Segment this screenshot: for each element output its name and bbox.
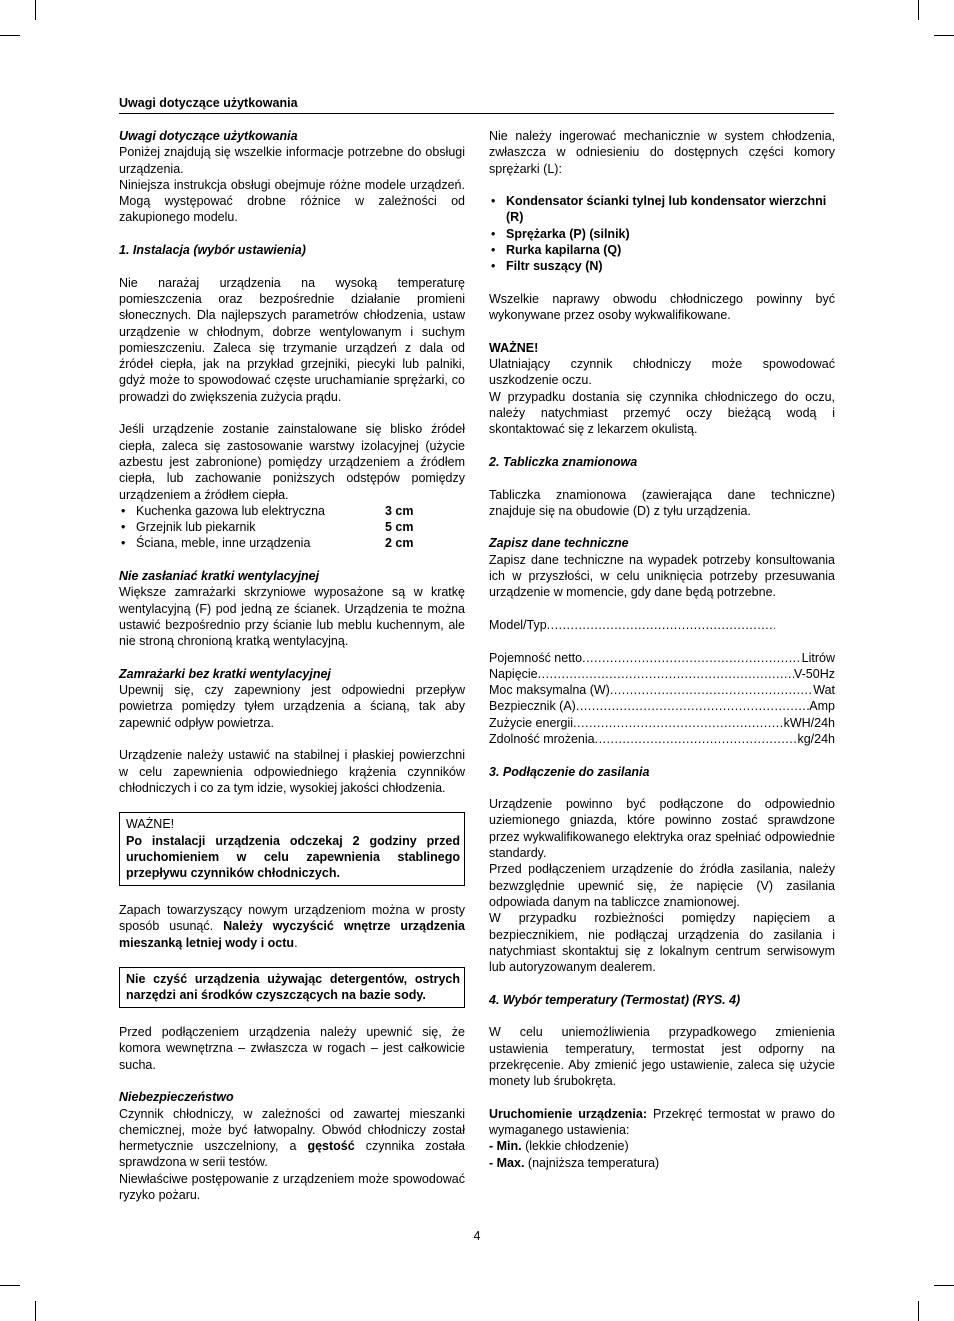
section-1-paragraph-1: Nie narażaj urządzenia na wysoką temperaturę pomieszczenia oraz bezpośrednie działanie promieni słonecznych. Dla najlepszych parametrów chłodzenia, ustaw urządzenie w chłodnym, dobrze wentylowanym i suchym pomieszczeniu. Zaleca się trzymanie urządzeń z dala od źródeł ciepła, jak na przykład grzejniki, piecyki lub palniki, gdyż może to spowodować częste uruchamianie sprężarki, co prowadzi do zwiększenia zużycia prądu. <box>119 275 465 404</box>
right-column <box>489 128 835 1171</box>
spec-field: Napięcie ..... V-50Hz <box>489 666 835 682</box>
grille-paragraph: Większe zamrażarki skrzyniowe wyposażone są w kratkę wentylacyjną (F) pod jedną ze ścianek. Urządzenia te można ustawić bezpośrednio przy ścianie lub meblu kuchennym, ale nie stroną chronioną kratką wentylacyjną. <box>119 585 465 649</box>
important-heading: WAŻNE! <box>489 340 539 355</box>
crop-mark-top-left-h <box>0 35 20 36</box>
parts-list <box>489 193 835 274</box>
spec-field: Zdolność mrożenia ..... kg/24h <box>489 731 835 747</box>
section-1-paragraph-2: Jeśli urządzenie zostanie zainstalowane się blisko źródeł ciepła, zaleca się zastosowanie warstwy izolacyjnej (użycie azbestu jest zabronione) pomiędzy urządzeniem a źródłem ciepła, lub zachowanie poniższych odstępów pomiędzy urządzeniem a źródłem ciepła. <box>119 422 465 502</box>
section-3-paragraph-3: W przypadku rozbieżności pomiędzy napięciem a bezpiecznikiem, nie podłączaj urządzenia do zasilania i natychmiast skontaktuj się z lokalnym centrum serwisowym lub autoryzowanym dealerem. <box>489 911 835 975</box>
parts-item: • Filtr suszący (N) <box>489 258 835 274</box>
crop-mark-top-right-h <box>934 35 954 36</box>
spec-field: Zużycie energii ..... kWH/24h <box>489 715 835 731</box>
startup-paragraph: Uruchomienie urządzenia: Przekręć termostat w prawo do wymaganego ustawienia: <box>489 1106 835 1138</box>
section-3-paragraph-2: Przed podłączeniem urządzenie do źródła zasilania, należy bezwzględnie upewnić się, że napięcie (V) zasilania odpowiada danym na tabliczce znamionowej. <box>489 862 835 909</box>
distance-item: • Kuchenka gazowa lub elektryczna 3 cm <box>119 503 465 519</box>
spec-field: Moc maksymalna (W) ..... Wat <box>489 682 835 698</box>
min-setting: - Min. (lekkie chłodzenie) <box>489 1139 629 1154</box>
section-4-title: 4. Wybór temperatury (Termostat) (RYS. 4) <box>489 992 741 1007</box>
important-box-heading: WAŻNE! <box>126 817 175 832</box>
section-2-paragraph: Tabliczka znamionowa (zawierająca dane techniczne) znajduje się na obudowie (D) z tyłu urządzenia. <box>489 487 835 518</box>
section-2-title: 2. Tabliczka znamionowa <box>489 454 638 469</box>
parts-item: • Sprężarka (P) (silnik) <box>489 226 835 242</box>
important-paragraph-1: Ulatniający czynnik chłodniczy może spowodować uszkodzenie oczu. <box>489 357 835 388</box>
parts-item: • Rurka kapilarna (Q) <box>489 242 835 258</box>
intro-title: Uwagi dotyczące użytkowania <box>119 129 298 143</box>
detergent-warning-box <box>119 967 465 1008</box>
section-4-paragraph: W celu uniemożliwienia przypadkowego zmienienia ustawienia temperatury, termostat jest odporny na przekręcenie. Aby zmienić jego ustawienie, zaleca się użycie monety lub śrubokręta. <box>489 1025 835 1089</box>
distance-item: • Grzejnik lub piekarnik 5 cm <box>119 519 465 535</box>
important-paragraph-2: W przypadku dostania się czynnika chłodniczego do oczu, należy natychmiast przemyć oczy bieżącą wodą i skontaktować się z lekarzem okulistą. <box>489 389 835 437</box>
crop-mark-bottom-right-h <box>934 1285 954 1286</box>
no-grille-title: Zamrażarki bez kratki wentylacyjnej <box>119 666 331 681</box>
page-header <box>119 95 834 114</box>
section-3-title: 3. Podłączenie do zasilania <box>489 764 650 779</box>
crop-mark-top-left-v <box>35 0 36 20</box>
level-paragraph: Urządzenie należy ustawić na stabilnej i płaskiej powierzchni w celu zapewnienia odpowiedniego krążenia czynników chłodniczych i co za tym idzie, wysokiej jakości chłodzenia. <box>119 748 465 795</box>
detergent-warning-text: Nie czyść urządzenia używając detergentów, ostrych narzędzi ani środków czyszczących na bazie sody. <box>126 972 460 1003</box>
left-column <box>119 128 465 1203</box>
crop-mark-bottom-left-v <box>35 1301 36 1321</box>
danger-paragraph-2: Niewłaściwe postępowanie z urządzeniem może spowodować ryzyko pożaru. <box>119 1171 465 1202</box>
page-header-title: Uwagi dotyczące użytkowania <box>119 96 298 110</box>
section-3-paragraph-1: Urządzenie powinno być podłączone do odpowiednio uziemionego gniazda, które powinno zostać sprawdzone przez wykwalifikowanego elektryka oraz spełniać odpowiednie standardy. <box>489 797 835 861</box>
important-box <box>119 812 465 885</box>
danger-paragraph-1: Czynnik chłodniczy, w zależności od zawartej mieszanki chemicznej, może być łatwopalny. Obwód chłodniczy został hermetycznie uszczelniony, a gęstość czynnika została sprawdzona w serii testów. <box>119 1106 465 1170</box>
intro-paragraph-1: Poniżej znajdują się wszelkie informacje potrzebne do obsługi urządzenia. <box>119 145 465 176</box>
danger-title: Niebezpieczeństwo <box>119 1090 234 1105</box>
dry-paragraph: Przed podłączeniem urządzenia należy upewnić się, że komora wewnętrzna – zwłaszcza w rogach – jest całkowicie sucha. <box>119 1025 465 1072</box>
record-paragraph: Zapisz dane techniczne na wypadek potrzeby konsultowania ich w przyszłości, w celu uniknięcia potrzeby przesuwania urządzenie w momencie, gdy dane będą potrzebne. <box>489 552 835 600</box>
crop-mark-bottom-left-h <box>0 1285 20 1286</box>
important-box-text: Po instalacji urządzenia odczekaj 2 godziny przed uruchomieniem w celu zapewnienia stablinego przepływu czynników chłodniczych. <box>126 833 460 881</box>
crop-mark-top-right-v <box>918 0 919 20</box>
page-number: 4 <box>473 1229 481 1243</box>
distance-item: • Ściana, meble, inne urządzenia 2 cm <box>119 535 465 551</box>
section-1-title: 1. Instalacja (wybór ustawienia) <box>119 243 306 258</box>
spec-field: Bezpiecznik (A) ..... Amp <box>489 698 835 714</box>
distance-list <box>119 503 465 552</box>
grille-title: Nie zasłaniać kratki wentylacyjnej <box>119 569 320 584</box>
crop-mark-bottom-right-v <box>918 1301 919 1321</box>
intro-paragraph-2: Niniejsza instrukcja obsługi obejmuje różne modele urządzeń. Mogą występować drobne różnice w zależności od zakupionego modelu. <box>119 177 465 225</box>
spec-field: Pojemność netto ..... Litrów <box>489 650 835 666</box>
repair-paragraph: Wszelkie naprawy obwodu chłodniczego powinny być wykonywane przez osoby wykwalifikowane. <box>489 291 835 323</box>
record-title: Zapisz dane techniczne <box>489 536 629 551</box>
parts-item: • Kondensator ścianki tylnej lub kondensator wierzchni (R) <box>489 193 835 226</box>
model-field: Model/Typ ..... <box>489 617 775 633</box>
smell-paragraph: Zapach towarzyszący nowym urządzeniom można w prosty sposób usunąć. Należy wyczyścić wnętrze urządzenia mieszanką letniej wody i octu. <box>119 902 465 950</box>
max-setting: - Max. (najniższa temperatura) <box>489 1155 660 1170</box>
no-grille-paragraph: Upewnij się, czy zapewniony jest odpowiedni przepływ powietrza pomiędzy tyłem urządzenia a ścianą, tak aby zapewnić odpływ powietrza. <box>119 683 465 730</box>
mechanical-paragraph: Nie należy ingerować mechanicznie w system chłodzenia, zwłaszcza w odniesieniu do dostępnych części komory sprężarki (L): <box>489 129 835 176</box>
